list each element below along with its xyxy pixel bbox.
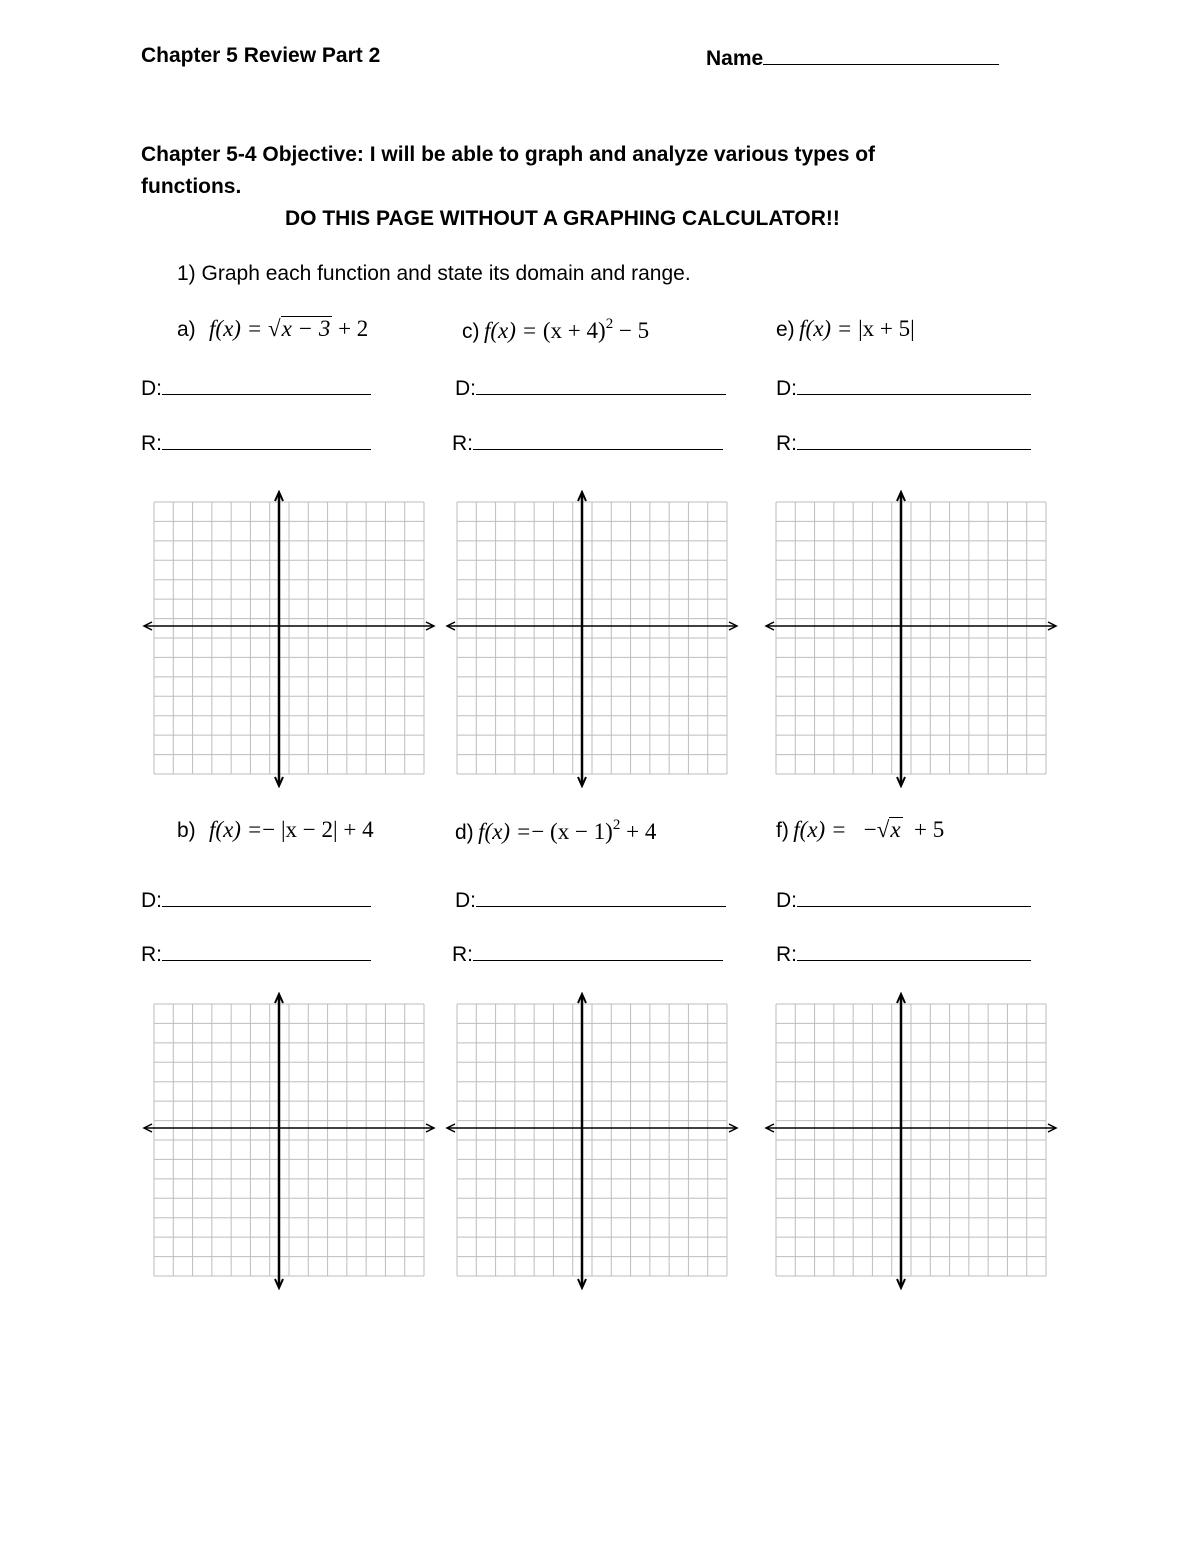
range-answer-e[interactable] xyxy=(776,429,1031,456)
part-e-label: e) xyxy=(776,318,795,341)
calculator-warning: DO THIS PAGE WITHOUT A GRAPHING CALCULATOR!! xyxy=(285,207,840,230)
part-c-label: c) xyxy=(462,320,480,343)
part-d-base: − (x − 1) xyxy=(531,819,613,844)
range-label: R: xyxy=(776,943,797,966)
coordinate-grid-d[interactable] xyxy=(445,992,739,1290)
range-answer-d[interactable] xyxy=(452,940,723,967)
part-f-lhs: f(x) = xyxy=(793,817,847,842)
radical: √x xyxy=(876,817,901,842)
answer-blank[interactable] xyxy=(476,886,726,907)
range-label: R: xyxy=(776,432,797,455)
part-f-neg: − xyxy=(863,817,877,842)
part-d-label: d) xyxy=(455,821,474,844)
coordinate-grid-a[interactable] xyxy=(142,490,436,788)
domain-answer-f[interactable] xyxy=(776,886,1031,913)
part-e-lhs: f(x) = xyxy=(799,316,853,341)
name-label: Name xyxy=(706,47,764,70)
part-d-lhs: f(x) = xyxy=(478,819,532,844)
part-f-label: f) xyxy=(776,819,789,842)
part-e-expr: |x + 5| xyxy=(858,316,915,341)
answer-blank[interactable] xyxy=(797,374,1031,395)
function-a xyxy=(177,316,368,342)
answer-blank[interactable] xyxy=(797,886,1031,907)
answer-blank[interactable] xyxy=(162,886,371,907)
part-c-base: (x + 4) xyxy=(542,318,606,343)
domain-label: D: xyxy=(776,377,797,400)
coordinate-grid-c[interactable] xyxy=(445,490,739,788)
function-e xyxy=(776,316,915,342)
range-label: R: xyxy=(452,432,473,455)
domain-label: D: xyxy=(776,889,797,912)
objective-line-2: functions. xyxy=(141,175,242,198)
answer-blank[interactable] xyxy=(162,429,371,450)
range-answer-c[interactable] xyxy=(452,429,723,456)
domain-label: D: xyxy=(141,889,162,912)
part-b-lhs: f(x) = xyxy=(209,817,263,842)
problem-1-instruction: 1) Graph each function and state its domain and range. xyxy=(177,262,691,285)
part-f-radicand: x xyxy=(890,817,901,842)
objective-line-1: Chapter 5-4 Objective: I will be able to graph and analyze various types of xyxy=(141,143,876,166)
coordinate-grid-f[interactable] xyxy=(764,992,1058,1290)
range-label: R: xyxy=(452,943,473,966)
domain-answer-e[interactable] xyxy=(776,374,1031,401)
range-answer-b[interactable] xyxy=(141,940,371,967)
name-blank[interactable] xyxy=(763,44,999,65)
part-a-label: a) xyxy=(177,318,196,341)
answer-blank[interactable] xyxy=(797,940,1031,961)
part-a-radicand: x − 3 xyxy=(281,316,331,341)
range-answer-f[interactable] xyxy=(776,940,1031,967)
domain-answer-b[interactable] xyxy=(141,886,371,913)
name-field[interactable] xyxy=(706,44,999,71)
part-c-tail: − 5 xyxy=(618,318,650,343)
worksheet-title: Chapter 5 Review Part 2 xyxy=(141,44,381,67)
answer-blank[interactable] xyxy=(162,374,371,395)
answer-blank[interactable] xyxy=(797,429,1031,450)
coordinate-grid-e[interactable] xyxy=(764,490,1058,788)
function-f xyxy=(776,817,944,843)
function-c xyxy=(462,316,649,344)
part-d-exponent: 2 xyxy=(612,817,621,833)
coordinate-grid-b[interactable] xyxy=(142,992,436,1290)
function-b xyxy=(177,817,374,843)
part-d-tail: + 4 xyxy=(626,819,657,844)
range-label: R: xyxy=(141,943,162,966)
part-a-lhs: f(x) = xyxy=(209,316,263,341)
range-answer-a[interactable] xyxy=(141,429,371,456)
answer-blank[interactable] xyxy=(162,940,371,961)
domain-answer-c[interactable] xyxy=(455,374,726,401)
domain-answer-d[interactable] xyxy=(455,886,726,913)
domain-label: D: xyxy=(455,377,476,400)
domain-label: D: xyxy=(141,377,162,400)
answer-blank[interactable] xyxy=(473,940,723,961)
domain-label: D: xyxy=(455,889,476,912)
part-a-tail: + 2 xyxy=(338,316,369,341)
answer-blank[interactable] xyxy=(476,374,726,395)
answer-blank[interactable] xyxy=(473,429,723,450)
part-c-lhs: f(x) = xyxy=(483,318,538,343)
part-b-expr: − |x − 2| + 4 xyxy=(262,817,374,842)
function-d xyxy=(455,817,656,845)
part-f-tail: + 5 xyxy=(914,817,945,842)
radical: √x − 3 xyxy=(267,316,331,341)
range-label: R: xyxy=(141,432,162,455)
part-c-exponent: 2 xyxy=(605,316,614,332)
domain-answer-a[interactable] xyxy=(141,374,371,401)
part-b-label: b) xyxy=(177,819,196,842)
